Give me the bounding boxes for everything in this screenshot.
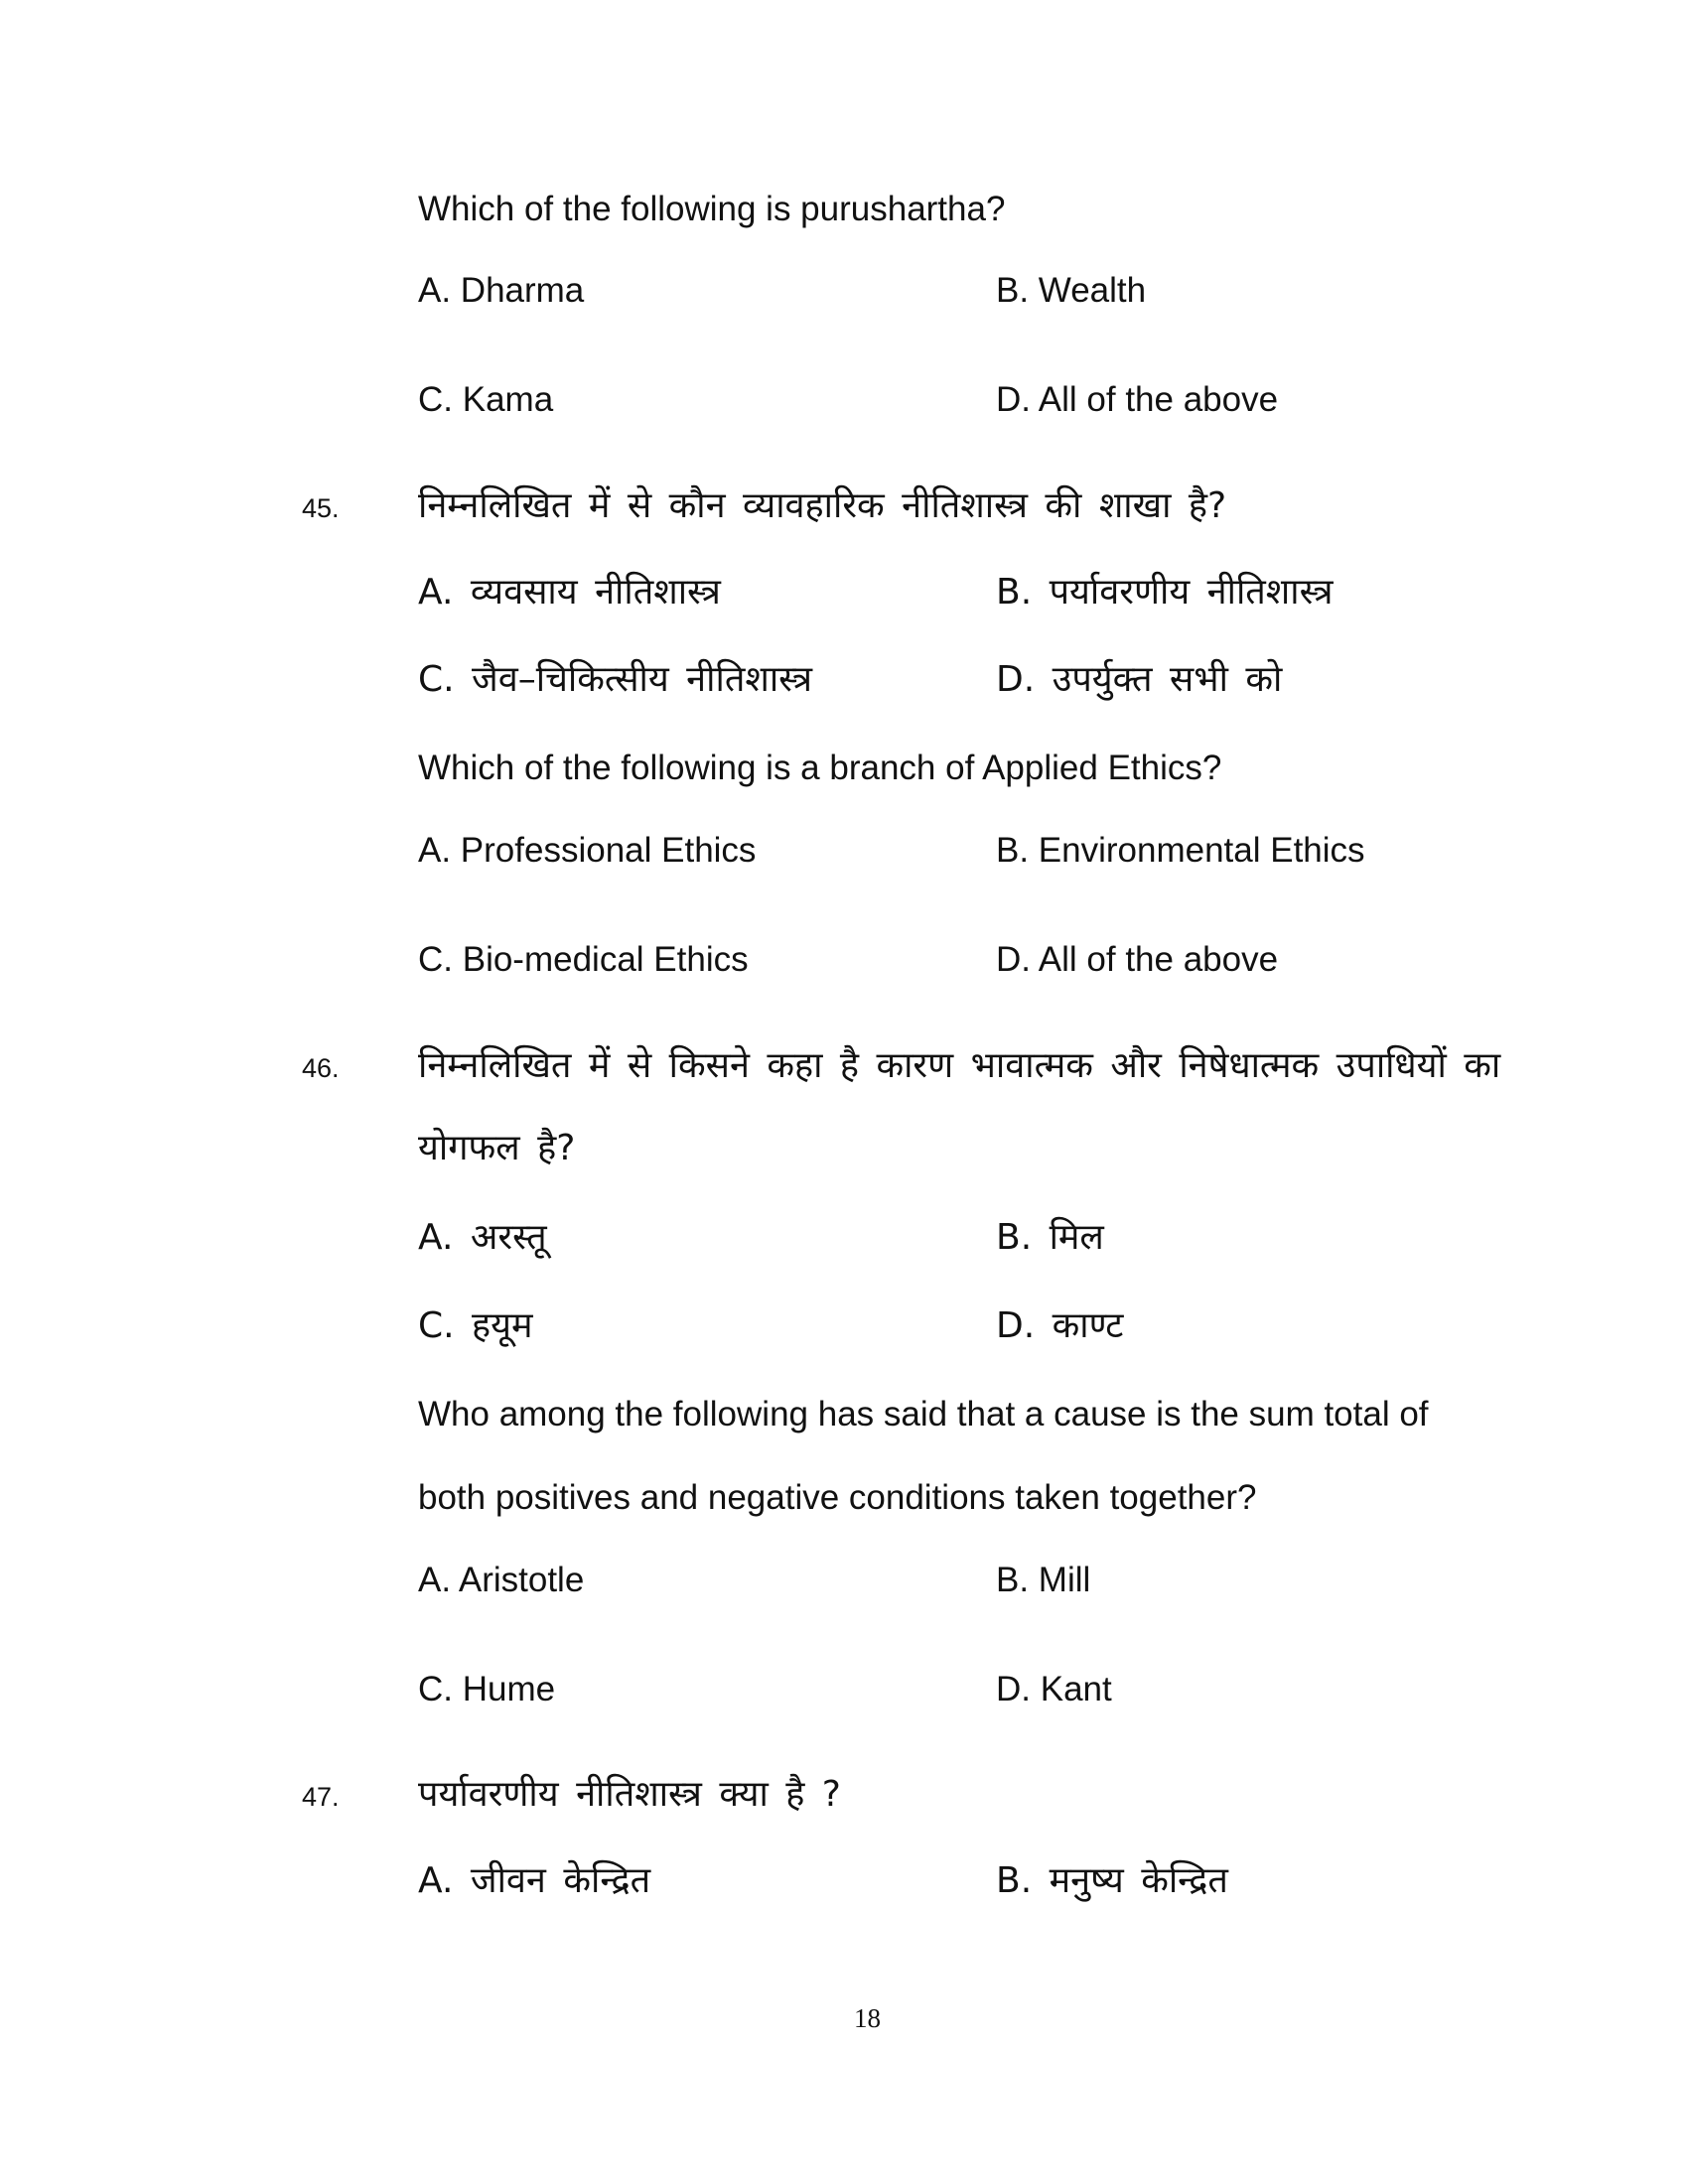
option-a: A. व्यवसाय नीतिशास्त्र [418,572,721,613]
option-d: D. All of the above [996,380,1279,419]
question-text: Which of the following is a branch of Applied Ethics? [418,749,1222,787]
question-number: 45. [302,493,340,523]
option-a: A. Professional Ethics [418,831,757,870]
page-number: 18 [854,2003,881,2033]
option-a: A. जीवन केन्द्रित [418,1860,651,1901]
question-text: Which of the following is purushartha? [418,190,1006,228]
option-d: D. उपर्युक्त सभी को [996,659,1283,700]
option-b: B. Wealth [996,271,1147,310]
option-d: D. All of the above [996,940,1279,979]
question-text: पर्यावरणीय नीतिशास्त्र क्या है ? [418,1774,841,1815]
option-b: B. पर्यावरणीय नीतिशास्त्र [996,572,1334,613]
option-b: B. Environmental Ethics [996,831,1365,870]
option-b: B. मनुष्य केन्द्रित [996,1860,1228,1901]
question-text: निम्नलिखित में से कौन व्यावहारिक नीतिशास्त्र की शाखा है? [418,485,1227,526]
option-d: D. काण्ट [996,1305,1124,1346]
option-d: D. Kant [996,1670,1112,1708]
option-c: C. Kama [418,380,554,419]
option-a: A. Dharma [418,271,585,310]
option-b: B. मिल [996,1217,1104,1258]
question-text-line-1: निम्नलिखित में से किसने कहा है कारण भावात्मक और निषेधात्मक उपाधियों का [418,1045,1501,1086]
question-text-line-2: both positives and negative conditions taken together? [418,1478,1257,1517]
option-c: C. Bio-medical Ethics [418,940,749,979]
option-c: C. हयूम [418,1305,533,1346]
option-a: A. अरस्तू [418,1217,547,1258]
question-number: 47. [302,1782,340,1812]
option-b: B. Mill [996,1561,1091,1599]
option-c: C. Hume [418,1670,556,1708]
question-text-line-2: योगफल है? [418,1128,576,1168]
question-text-line-1: Who among the following has said that a cause is the sum total of [418,1395,1429,1433]
option-a: A. Aristotle [418,1561,585,1599]
option-c: C. जैव–चिकित्सीय नीतिशास्त्र [418,659,813,700]
question-number: 46. [302,1053,340,1083]
